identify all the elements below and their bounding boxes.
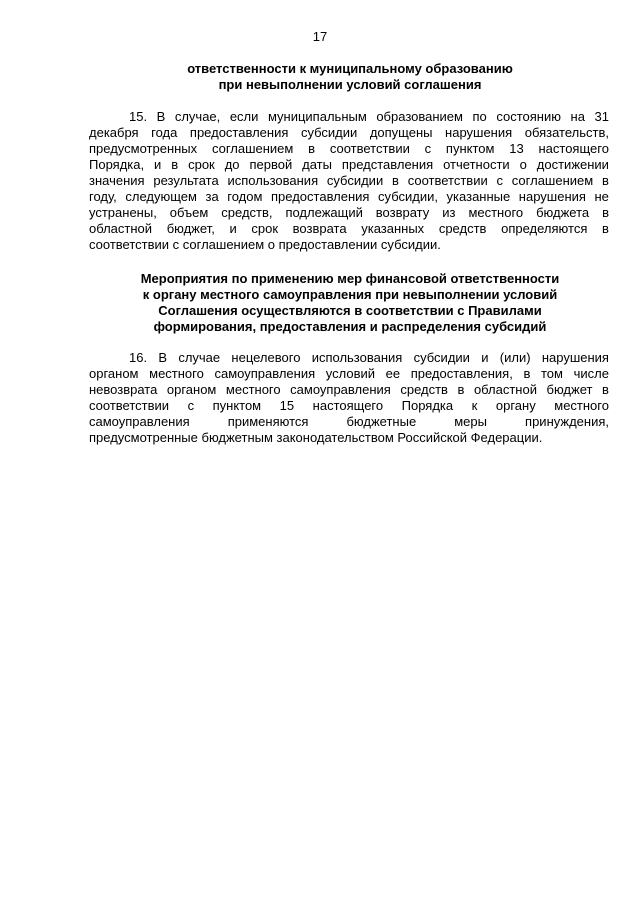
paragraph-line: 16. В случае нецелевого использования субсидии и (или) нарушения [129,350,609,365]
paragraph-15 [89,109,609,253]
heading-line: Соглашения осуществляются в соответствии с Правилами [158,303,542,318]
paragraph-line: органом местного самоуправления условий ее предоставления, в том числе [89,366,609,381]
heading-line: Мероприятия по применению мер финансовой ответственности [140,271,560,286]
paragraph-line: устранены, объем средств, подлежащий возврату из местного бюджета в [89,205,609,220]
heading-line: при невыполнении условий соглашения [218,77,482,92]
paragraph-line: соответствии с соглашением о предоставлении субсидии. [89,237,441,252]
page-number: 17 [312,29,328,44]
heading-line: к органу местного самоуправления при невыполнении условий [142,287,558,302]
paragraph-line: невозврата органом местного самоуправления средств в областной бюджет в [89,382,609,397]
paragraph-line: году, следующем за годом предоставления субсидии, указанные нарушения не [89,189,609,204]
paragraph-line: декабря года предоставления субсидии допущены нарушения обязательств, [89,125,609,140]
paragraph-line: значения результата использования субсидии в соответствии с соглашением в [89,173,609,188]
paragraph-line: Порядка, и в срок до первой даты представления отчетности о достижении [89,157,609,172]
paragraph-line: 15. В случае, если муниципальным образованием по состоянию на 31 [129,109,609,124]
paragraph-16 [89,350,609,446]
paragraph-line: предусмотренные бюджетным законодательством Российской Федерации. [89,430,543,445]
section-heading-measures [140,271,560,335]
section-heading-liability [140,61,560,93]
paragraph-line: самоуправления применяются бюджетные меры принуждения, [89,414,609,429]
paragraph-line: соответствии с пунктом 15 настоящего Порядка к органу местного [89,398,609,413]
paragraph-line: областной бюджет, и срок возврата указанных средств определяются в [89,221,609,236]
heading-line: ответственности к муниципальному образованию [187,61,513,76]
heading-line: формирования, предоставления и распределения субсидий [153,319,547,334]
paragraph-line: предусмотренных соглашением в соответствии с пунктом 13 настоящего [89,141,609,156]
